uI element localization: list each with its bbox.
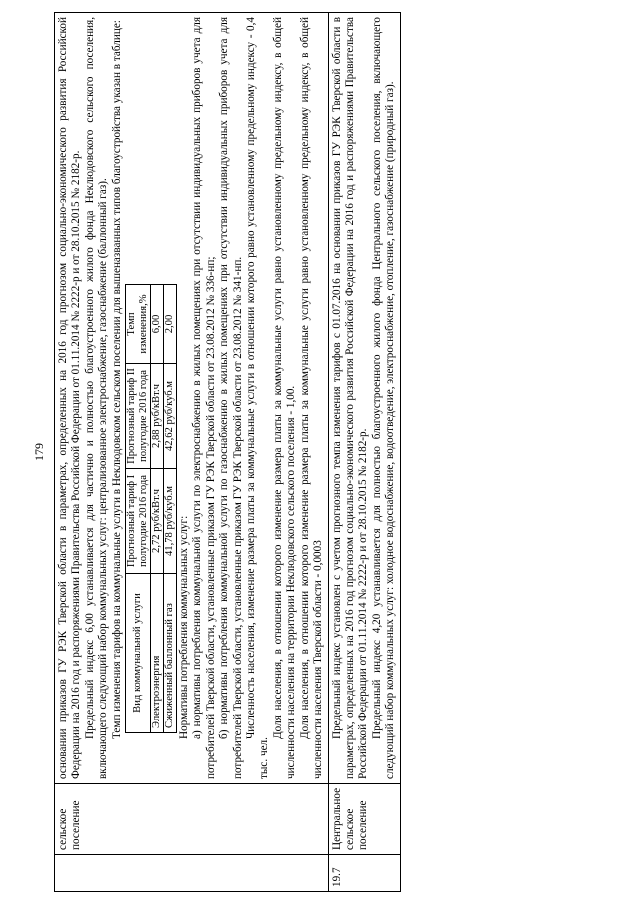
- tariff-row: [164, 285, 177, 733]
- tariff-cell: 42,62 руб/куб.м: [164, 364, 177, 469]
- tariff-cell: 41,78 руб/куб.м: [164, 469, 177, 574]
- tariff-cell: 2,72 руб/кВт.ч: [151, 469, 164, 574]
- page-number: 179: [32, 443, 46, 461]
- paragraph: б) нормативы потребления коммунальной услуги по газоснабжению в жилых помещениях при отсутствии индивидуальных приборов учета для потребителей Тверской области, установленные приказом ГУ РЭК Тверской области от 23.08.2012 № 341-нп.: [218, 17, 244, 779]
- paragraph: Доля населения, в отношении которого изменение размера платы за коммунальные услуги равно установленному предельному индексу, в общей численности населения на территории Неклюдовского сельского поселения - 1,00.: [271, 17, 298, 779]
- tariff-cell: 2,88 руб/кВт.ч: [151, 364, 164, 469]
- settlement-name-cell: Центральное сельское поселение: [328, 784, 400, 855]
- table-row: [55, 13, 329, 892]
- paragraph: Предельный индекс 4,20 устанавливается для полностью благоустроенного жилого фонда Центрального сельского поселения, включающего следующий набор коммунальных услуг: холодное водоснабжение, водоотведение, электроснабжение, отопление, газоснабжение (природный газ).: [370, 17, 397, 779]
- tariff-cell: 2,00: [164, 285, 177, 364]
- tariff-header-first-half: Прогнозный тариф I полугодие 2016 года: [126, 469, 151, 574]
- description-cell: [55, 13, 329, 784]
- paragraph: Предельный индекс установлен с учетом прогнозного темпа изменения тарифов с 01.07.2016 на основании приказов ГУ РЭК Тверской области в параметрах, определенных на 2016 год прогнозом социально-экономического развития Российской Федерации на 2016 год и распоряжениями Правительства Российской Федерации от 01.11.2014 № 2222-р и от 28.10.2015 № 2182-р.: [330, 17, 370, 779]
- paragraph: а) нормативы потребления коммунальной услуги по электроснабжению в жилых помещениях при отсутствии индивидуальных приборов учета для потребителей Тверской области, установленные приказом ГУ РЭК Тверской области от 23.08.2012 № 336-нп;: [191, 17, 217, 779]
- paragraph: Доля населения, в отношении которого изменение размера платы за коммунальные услуги равно установленному предельному индексу, в общей численности населения Тверской области - 0,0003: [298, 17, 325, 779]
- tariff-cell: 6,00: [151, 285, 164, 364]
- table-row: [328, 13, 400, 892]
- tariff-cell: Электроэнергия: [151, 574, 164, 733]
- tariff-header-row: [126, 285, 151, 733]
- tariff-cell: Сжиженный баллонный газ: [164, 574, 177, 733]
- paragraph: Предельный индекс 6,00 устанавливается для частично и полностью благоустроенного жилого фонда Неклюдовского сельского поселения, включающего следующий набор коммунальных услуг: централизованное электроснабжение, газоснабжение (баллонный газ).: [83, 17, 110, 779]
- tariff-table: [125, 284, 177, 733]
- tariff-header-second-half: Прогнозный тариф II полугодие 2016 года: [126, 364, 151, 469]
- paragraph: Нормативы потребления коммунальных услуг:: [178, 515, 191, 739]
- tariff-row: [151, 285, 164, 733]
- settlements-table: [54, 12, 401, 892]
- rotated-page: [20, 12, 620, 892]
- row-number-cell: 19.7: [328, 855, 400, 892]
- row-number-cell: [55, 855, 329, 892]
- paragraph: Темп изменения тарифов на коммунальные услуги в Неклюдовском сельском поселении для вышеназванных типов благоустройства указан в таблице:: [110, 20, 123, 739]
- paragraph: основании приказов ГУ РЭК Тверской области в параметрах, определенных на 2016 год прогнозом социально-экономического развития Российской Федерации на 2016 год и распоряжениями Правительства Российской Федерации от 01.11.2014 № 2222-р и от 28.10.2015 № 2182-р.: [57, 17, 83, 779]
- tariff-header-service: Вид коммунальной услуги: [126, 574, 151, 733]
- description-cell: [328, 13, 400, 784]
- paragraph: Численность населения, изменение размера платы за коммунальные услуги в отношении которого равно установленному предельному индексу - 0,4 тыс. чел.: [245, 17, 271, 779]
- settlement-name-cell: сельское поселение: [55, 784, 329, 855]
- tariff-header-change-rate: Темп изменения,%: [126, 285, 151, 364]
